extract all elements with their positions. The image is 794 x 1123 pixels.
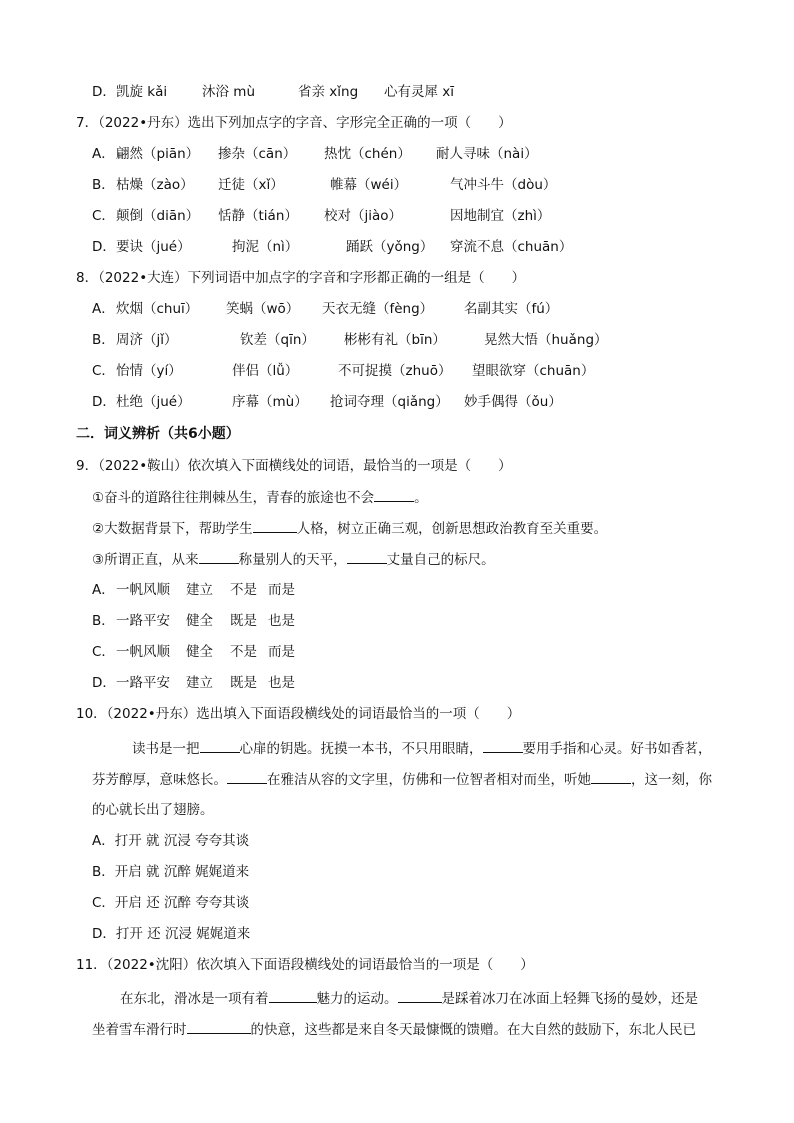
option-word: 怡情（yí） xyxy=(116,363,182,379)
sentence-text: 。 xyxy=(414,490,428,506)
option-label: C． xyxy=(92,644,115,660)
option-label: B． xyxy=(92,332,115,348)
option-word: 校对（jiào） xyxy=(324,208,403,224)
option-label: C． xyxy=(92,363,115,379)
option-label: A． xyxy=(92,582,115,598)
option-label: C． xyxy=(92,208,115,224)
option-word: 翩然（piān） xyxy=(116,146,200,162)
sentence-text: ①奋斗的道路往往荆棘丛生，青春的旅途也不会 xyxy=(92,490,375,506)
passage-text: 魅力的运动。 xyxy=(316,991,398,1007)
option-word: 序幕（mù） xyxy=(232,394,308,410)
option-label: D． xyxy=(92,239,116,255)
option-word: 恬静（tián） xyxy=(218,208,298,224)
passage-text: 读书是一把 xyxy=(132,741,200,757)
option-word: 伴侣（lǚ） xyxy=(232,363,299,379)
option-word: 穿流不息（chuān） xyxy=(450,239,573,255)
option-word: 天衣无缝（fèng） xyxy=(322,301,434,317)
passage-line xyxy=(132,738,712,759)
sentence-text: 丈量自己的标尺。 xyxy=(386,552,495,568)
fill-blank xyxy=(200,738,240,753)
option-word: 也是 xyxy=(268,675,295,691)
option-word: 因地制宜（zhì） xyxy=(450,208,551,224)
passage-line xyxy=(120,988,698,1009)
option-label: A． xyxy=(92,301,115,317)
option-word: 不是 xyxy=(230,644,257,660)
option-word: 沐浴 mù xyxy=(202,84,255,100)
fill-blank xyxy=(253,518,297,533)
passage-text: 在雅洁从容的文字里，仿佛和一位智者相对而坐，听她 xyxy=(267,772,591,788)
passage-text: 的快意，这些都是来自冬天最慷慨的馈赠。在大自然的鼓励下，东北人民已 xyxy=(250,1022,696,1038)
fill-blank xyxy=(187,1019,251,1034)
passage-text: ，这一刻，你 xyxy=(631,772,712,788)
option-word: 迁徒（xǐ） xyxy=(218,177,284,193)
option-word: 一帆风顺 xyxy=(116,644,170,660)
option-row: B．开启 就 沉醉 娓娓道来 xyxy=(92,864,250,880)
question-9: 9．（2022•鞍山）依次填入下面横线处的词语，最恰当的一项是（ ） xyxy=(76,458,512,474)
option-word: 望眼欲穿（chuān） xyxy=(472,363,595,379)
fill-blank xyxy=(483,738,523,753)
fill-blank xyxy=(591,769,631,784)
option-row: D．打开 还 沉浸 娓娓道来 xyxy=(92,926,251,942)
passage-text: 芬芳醇厚，意味悠长。 xyxy=(92,772,227,788)
option-word: 热忱（chén） xyxy=(324,146,411,162)
option-label: D． xyxy=(92,394,116,410)
option-label: D． xyxy=(92,84,116,100)
sentence-text: ②大数据背景下，帮助学生 xyxy=(92,521,253,537)
option-word: 也是 xyxy=(268,613,295,629)
option-word: 而是 xyxy=(268,582,295,598)
passage-line xyxy=(92,769,712,790)
option-word: 凯旋 kǎi xyxy=(116,84,168,100)
option-word: 拘泥（nì） xyxy=(232,239,299,255)
passage-text: 心扉的钥匙。抚摸一本书，不只用眼睛， xyxy=(239,741,483,757)
passage-text: 是踩着冰刀在冰面上轻舞飞扬的曼妙，还是 xyxy=(441,991,698,1007)
option-word: 心有灵犀 xī xyxy=(384,84,455,100)
option-row: C．开启 还 沉醉 夸夸其谈 xyxy=(92,895,250,911)
fill-blank xyxy=(374,487,414,502)
option-label: A． xyxy=(92,146,115,162)
passage-text: 要用手指和心灵。好书如香茗， xyxy=(522,741,712,757)
option-word: 建立 xyxy=(186,675,213,691)
option-label: B． xyxy=(92,177,115,193)
option-word: 而是 xyxy=(268,644,295,660)
option-word: 彬彬有礼（bīn） xyxy=(344,332,446,348)
fill-blank xyxy=(347,549,387,564)
question-11: 11．（2022•沈阳）依次填入下面语段横线处的词语最恰当的一项是（ ） xyxy=(76,957,534,973)
option-word: 炊烟（chuī） xyxy=(116,301,199,317)
option-word: 建立 xyxy=(186,582,213,598)
option-word: 气冲斗牛（dòu） xyxy=(450,177,557,193)
sentence-2 xyxy=(92,518,607,539)
passage-line: 的心就长出了翅膀。 xyxy=(92,802,214,818)
fill-blank xyxy=(199,549,239,564)
option-word: 掺杂（cān） xyxy=(218,146,297,162)
option-word: 周济（jǐ） xyxy=(116,332,178,348)
option-label: D． xyxy=(92,675,116,691)
option-word: 要诀（jué） xyxy=(116,239,191,255)
option-word: 一路平安 xyxy=(116,675,170,691)
option-row: A．打开 就 沉浸 夸夸其谈 xyxy=(92,833,250,849)
option-word: 名副其实（fú） xyxy=(464,301,559,317)
option-word: 笑蜗（wō） xyxy=(226,301,300,317)
option-word: 晃然大悟（huǎng） xyxy=(484,332,608,348)
option-word: 枯燥（zào） xyxy=(116,177,194,193)
sentence-text: ③所谓正直，从来 xyxy=(92,552,199,568)
option-word: 不是 xyxy=(230,582,257,598)
option-word: 钦差（qīn） xyxy=(240,332,315,348)
option-word: 抢词夺理（qiǎng） xyxy=(330,394,449,410)
option-word: 省亲 xǐng xyxy=(298,84,359,100)
option-word: 一帆风顺 xyxy=(116,582,170,598)
question-7: 7．（2022•丹东）选出下列加点字的字音、字形完全正确的一项（ ） xyxy=(76,115,512,131)
section-heading: 二．词义辨析（共6小题） xyxy=(76,426,240,442)
option-word: 不可捉摸（zhuō） xyxy=(338,363,452,379)
passage-text: 在东北，滑冰是一项有着 xyxy=(120,991,269,1007)
option-word: 帷幕（wéi） xyxy=(330,177,408,193)
option-word: 踊跃（yǒng） xyxy=(346,239,434,255)
option-word: 耐人寻味（nài） xyxy=(436,146,538,162)
fill-blank xyxy=(269,988,317,1003)
option-word: 一路平安 xyxy=(116,613,170,629)
passage-line xyxy=(92,1019,696,1040)
option-word: 健全 xyxy=(186,644,213,660)
option-word: 既是 xyxy=(230,675,257,691)
option-word: 颠倒（diān） xyxy=(116,208,200,224)
passage-text: 坐着雪车滑行时 xyxy=(92,1022,187,1038)
option-word: 健全 xyxy=(186,613,213,629)
sentence-1 xyxy=(92,487,428,508)
fill-blank xyxy=(227,769,267,784)
question-8: 8．（2022•大连）下列词语中加点字的字音和字形都正确的一组是（ ） xyxy=(76,270,526,286)
fill-blank xyxy=(398,988,442,1003)
sentence-3 xyxy=(92,549,495,570)
option-label: B． xyxy=(92,613,115,629)
sentence-text: 人格，树立正确三观，创新思想政治教育至关重要。 xyxy=(296,521,608,537)
option-word: 杜绝（jué） xyxy=(116,394,191,410)
option-word: 既是 xyxy=(230,613,257,629)
sentence-text: 称量别人的天平， xyxy=(238,552,347,568)
option-word: 妙手偶得（ǒu） xyxy=(464,394,562,410)
question-10: 10．（2022•丹东）选出填入下面语段横线处的词语最恰当的一项（ ） xyxy=(76,706,521,722)
